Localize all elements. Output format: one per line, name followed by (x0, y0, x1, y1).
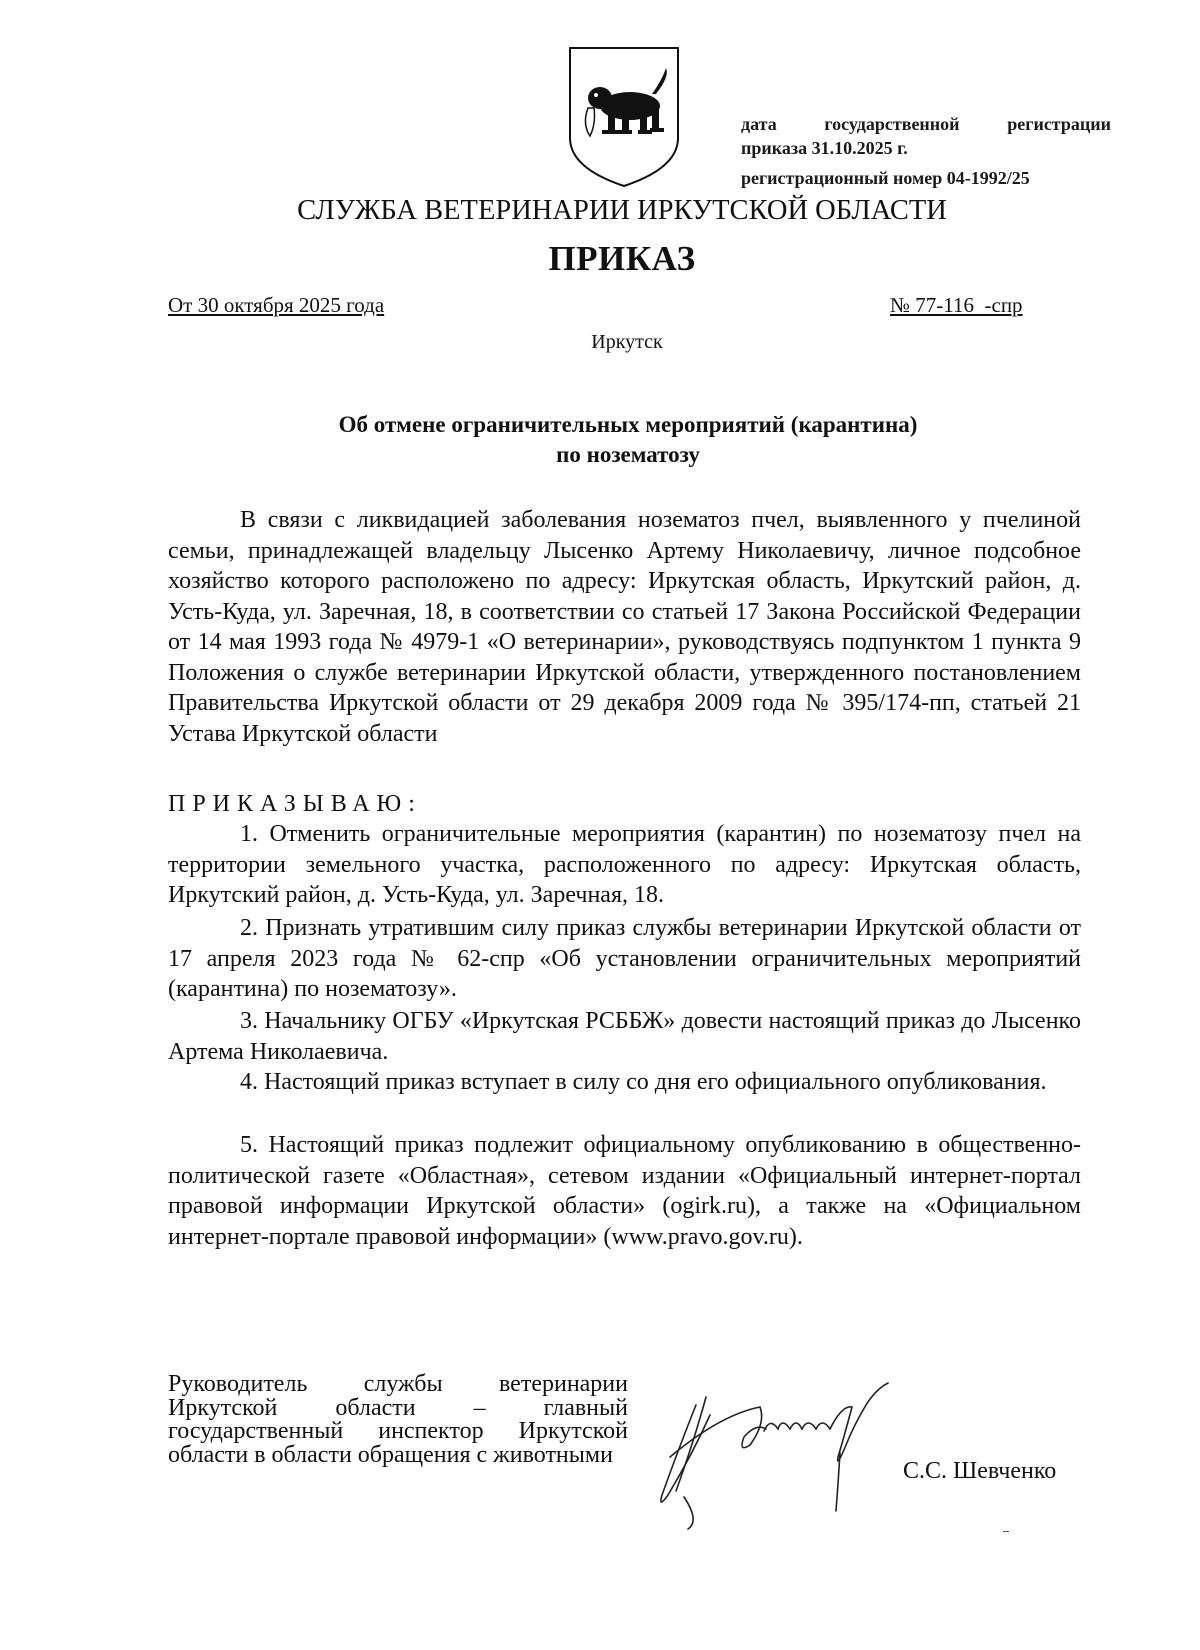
coat-of-arms-icon (566, 46, 682, 188)
order-title-line2: по нозематозу (556, 442, 700, 467)
preamble-paragraph: В связи с ликвидацией заболевания нозематоз пчел, выявленного у пчелиной семьи, принадлежащей владельцу Лысенко Артему Николаевичу, личное подсобное хозяйство которого расположено по адресу: Иркутская область, Иркутский район, д. Усть-Куда, ул. Заречная, 18, в соответствии со статьей 17 Закона Российской Федерации от 14 мая 1993 года № 4979-1 «О ветеринарии», руководствуясь подпунктом 1 пункта 9 Положения о службе ветеринарии Иркутской области, утвержденного постановлением Правительства Иркутской области от 29 декабря 2009 года № 395/174-пп, статьей 21 Устава Иркутской области (168, 507, 1081, 747)
handwritten-signature-icon (640, 1345, 900, 1535)
document-type: ПРИКАЗ (548, 239, 696, 278)
order-item: 4. Настоящий приказ вступает в силу со дня его официального опубликования. (240, 1069, 1047, 1095)
order-item: 2. Признать утратившим силу приказ службы ветеринарии Иркутской области от 17 апреля 2023 года № 62-спр «Об установлении ограничительных мероприятий (карантина) по нозематозу». (168, 915, 1081, 1002)
order-item: 3. Начальнику ОГБУ «Иркутская РСББЖ» довести настоящий приказ до Лысенко Артема Николаевича. (168, 1008, 1081, 1065)
order-title (168, 410, 1088, 470)
scan-speck (1003, 1531, 1009, 1532)
registration-number: регистрационный номер 04-1992/25 (741, 168, 1030, 188)
order-city: Иркутск (591, 331, 663, 353)
order-item: 1. Отменить ограничительные мероприятия (карантин) по нозематозу пчел на территории земельного участка, расположенного по адресу: Иркутская область, Иркутский район, д. Усть-Куда, ул. Заречная, 18. (168, 821, 1081, 908)
registration-date-value: приказа 31.10.2025 г. (741, 138, 908, 158)
order-item: 5. Настоящий приказ подлежит официальному опубликованию в общественно-политической газете «Областная», сетевом издании «Официальный интернет-портал правовой информации Иркутской области» (ogirk.ru), а также на «Официальном интернет-портале правовой информации» (www.pravo.gov.ru). (168, 1132, 1081, 1250)
registration-date-label: дата государственной регистрации (741, 114, 1111, 134)
order-title-line1: Об отмене ограничительных мероприятий (карантина) (338, 412, 918, 437)
signatory-name: С.С. Шевченко (903, 1458, 1057, 1484)
order-word: ПРИКАЗЫВАЮ: (168, 791, 422, 817)
order-date: От 30 октября 2025 года (168, 293, 385, 317)
signatory-position: Руководитель службы ветеринарии Иркутской области – главный государственный инспектор Иркутской области в области обращения с животными (168, 1371, 628, 1468)
organization-name: СЛУЖБА ВЕТЕРИНАРИИ ИРКУТСКОЙ ОБЛАСТИ (297, 195, 947, 226)
order-number: № 77-116 -спр (890, 293, 1023, 317)
